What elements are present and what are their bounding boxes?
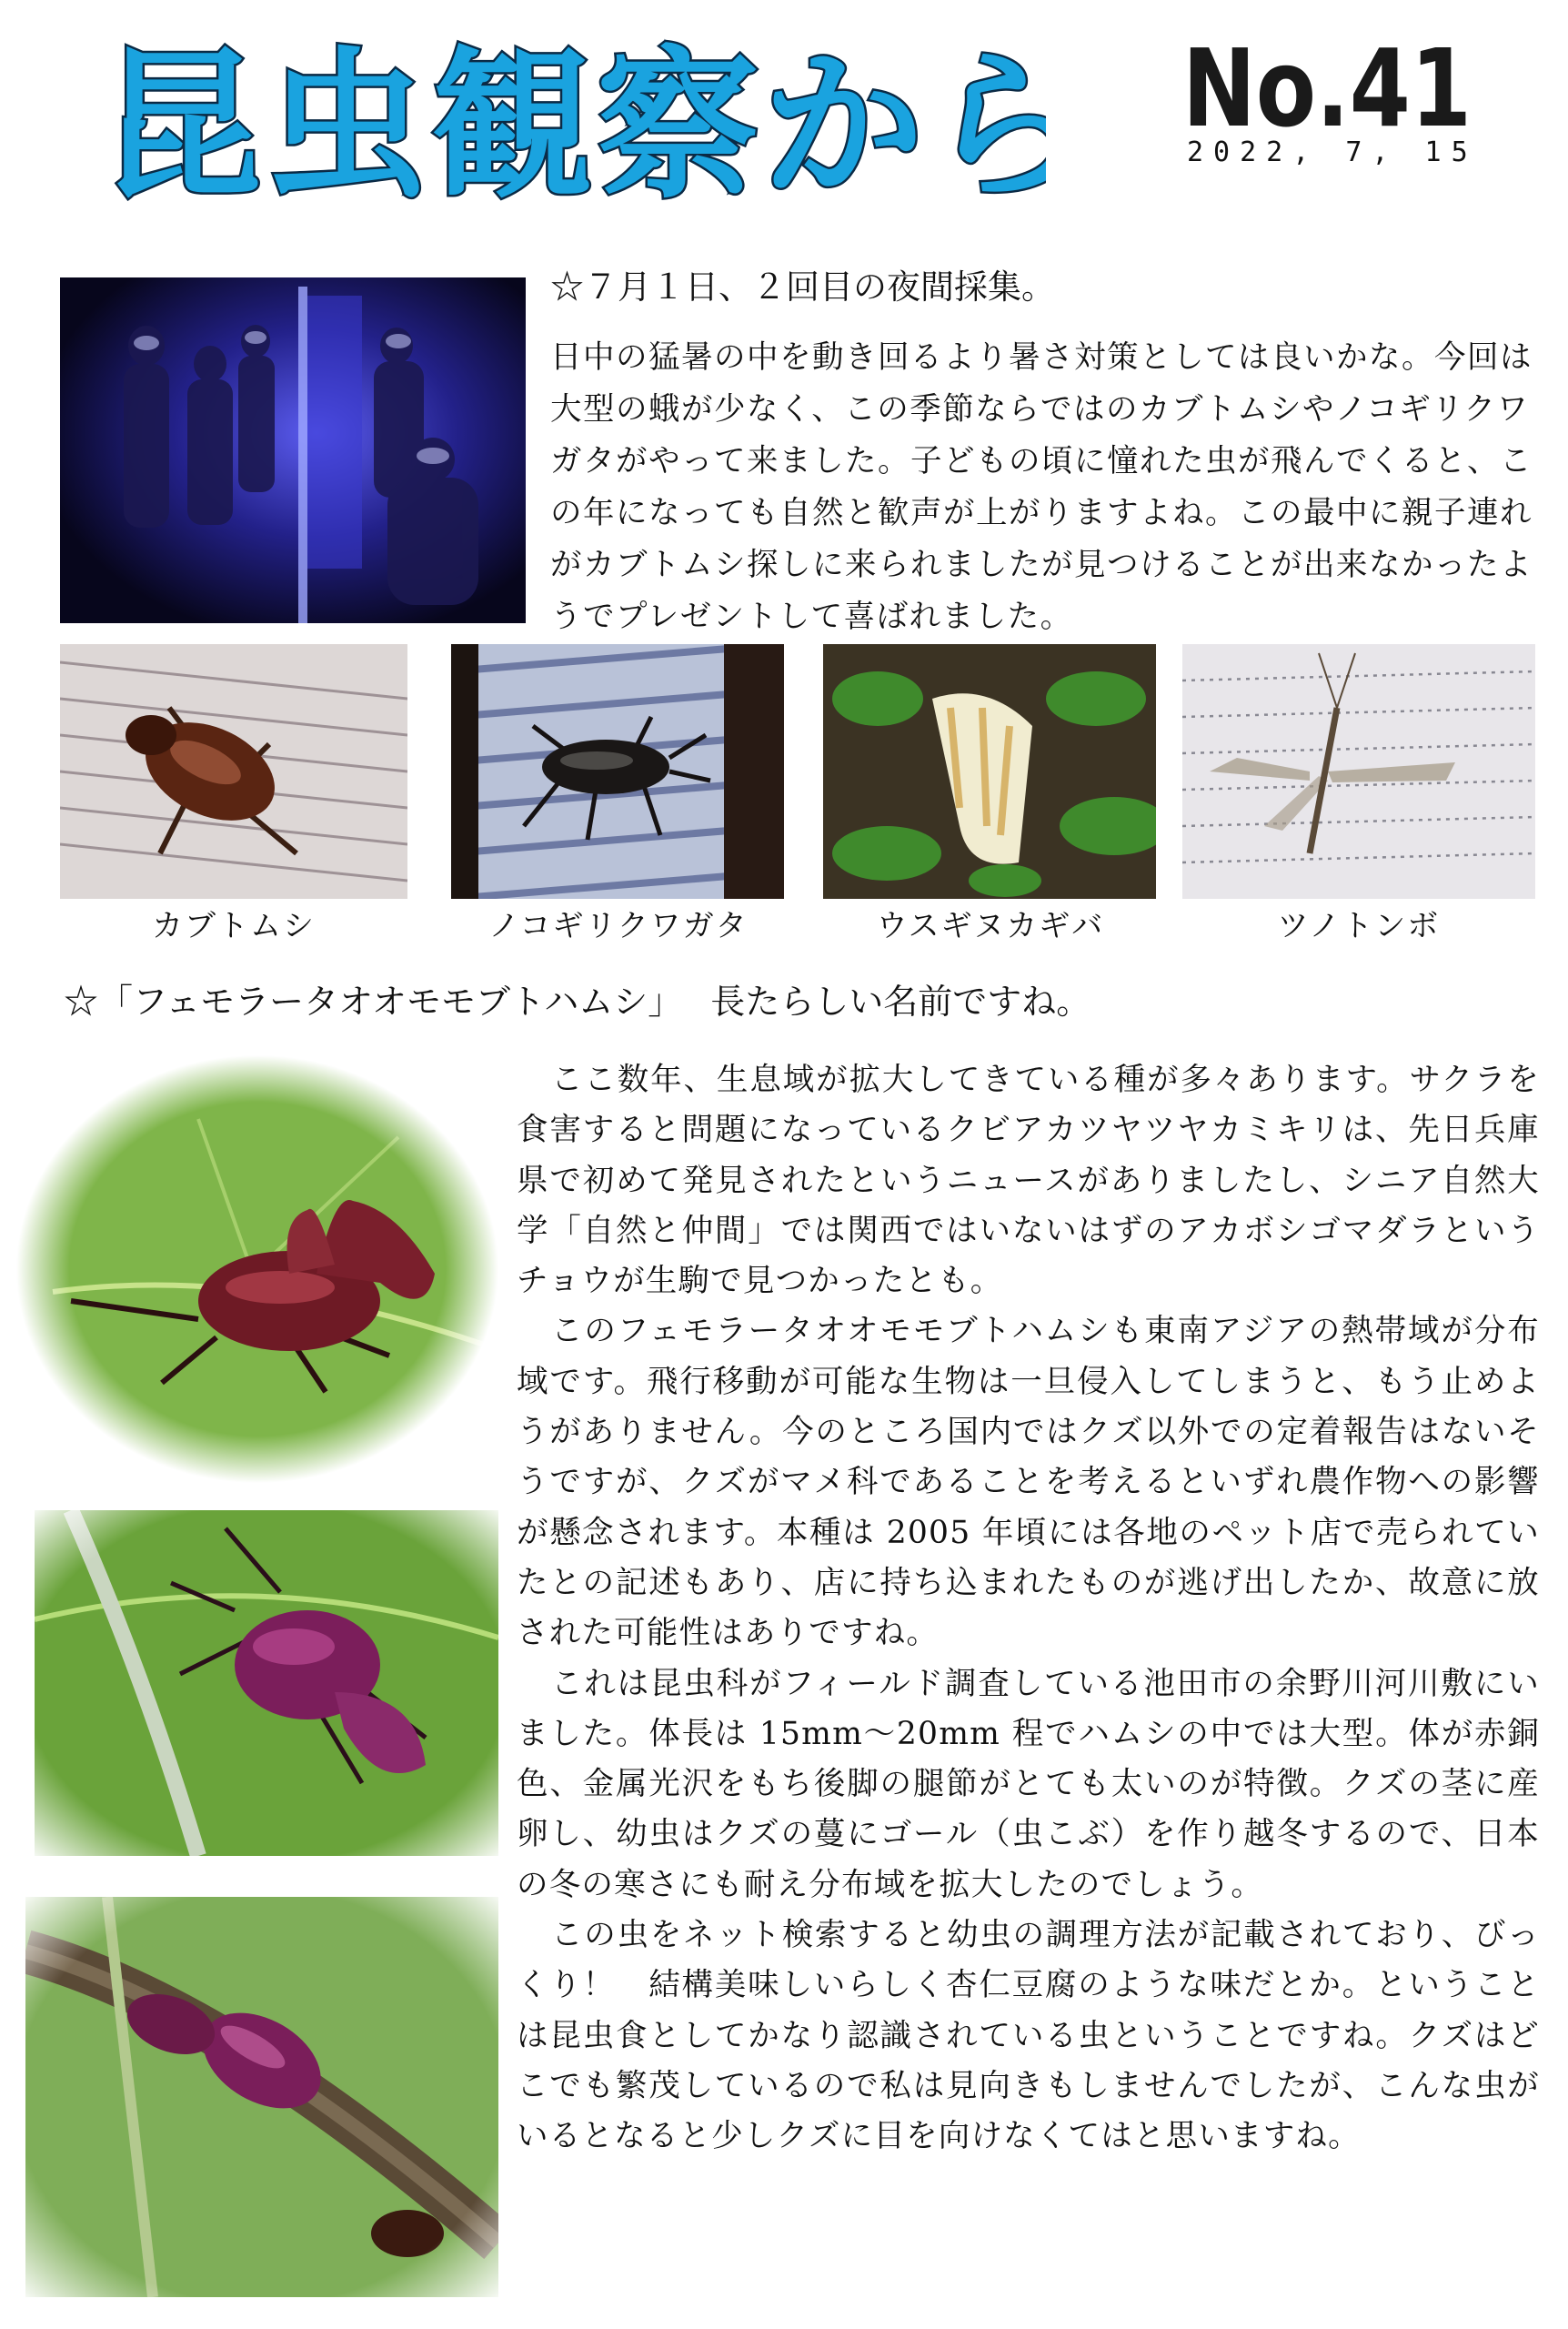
caption-usuginukagiba: ウスギヌカギバ: [876, 908, 1105, 944]
section1-body: 日中の猛暑の中を動き回るより暑さ対策としては良いかな。今回は大型の蛾が少なく、この季節ならではのカブトムシやノコギリクワガタがやって来ました。子どもの頃に憧れた虫が飛んでくると、この年になっても自然と歓声が上がりますよね。この最中に親子連れがカブトムシ探しに来られましたが見つけることが出来なかったようでプレゼントして喜ばれました。: [550, 339, 1533, 635]
stag-beetle-photo: [451, 644, 784, 899]
femorata-photo-3: [25, 1897, 498, 2297]
section1-heading: ☆７月１日、２回目の夜間採集。: [550, 267, 1055, 307]
moth-photo: [823, 644, 1156, 899]
section2-heading: ☆「フェモラータオオモモブトハムシ」 長たらしい名前ですね。: [64, 982, 1091, 1022]
owlfly-photo: [1182, 644, 1535, 899]
caption-tsunotonbo: ツノトンボ: [1277, 908, 1441, 944]
issue-number: [1182, 27, 1473, 136]
femorata-photo-2: [35, 1510, 498, 1856]
beetle-photo: [60, 644, 407, 899]
caption-nokogirikuwagata: ノコギリクワガタ: [488, 908, 749, 944]
section2-paragraph-3: これは昆虫科がフィールド調査している池田市の余野川河川敷にいました。体長は 15mm～20mm 程でハムシの中では大型。体が赤銅色、金属光沢をもち後脚の腿節がとても太いのが特徴。クズの茎に産卵し、幼虫はクズの蔓にゴール（虫こぶ）を作り越冬するので、日本の冬の寒さにも耐え分布域を拡大したのでしょう。: [517, 1665, 1540, 1903]
section2-paragraph-2: このフェモラータオオモモブトハムシも東南アジアの熱帯域が分布域です。飛行移動が可能な生物は一旦侵入してしまうと、もう止めようがありません。今のところ国内ではクズ以外での定着報告はないそうですが、クズがマメ科であることを考えるといずれ農作物への影響が懸念されます。本種は 2005 年頃には各地のペット店で売られていたとの記述もあり、店に持ち込まれたものが逃げ出したか、故意に放された可能性はありですね。: [517, 1313, 1540, 1652]
night-collecting-photo: [60, 277, 526, 623]
newsletter-title: [100, 27, 1046, 209]
issue-date: 2022, 7, 15: [1187, 136, 1478, 168]
title-text: 昆虫観察から: [100, 32, 1046, 209]
section2-paragraph-1: ここ数年、生息域が拡大してきている種が多々あります。サクラを食害すると問題になっているクビアカツヤツヤカミキリは、先日兵庫県で初めて発見されたというニュースがありましたし、シニア自然大学「自然と仲間」では関西ではいないはずのアカボシゴマダラというチョウが生駒で見つかったとも。: [517, 1062, 1540, 1300]
section2-body: [517, 1055, 1540, 2163]
section2-paragraph-4: この虫をネット検索すると幼虫の調理方法が記載されており、びっくり！ 結構美味しいらしく杏仁豆腐のような味だとか。ということは昆虫食としてかなり認識されている虫ということですね。クズはどこでも繁茂しているので私は見向きもしませんでしたが、こんな虫がいるとなると少しクズに目を向けなくてはと思いますね。: [517, 1917, 1540, 2155]
caption-kabutomushi: カブトムシ: [152, 908, 316, 944]
femorata-photo-1: [16, 1055, 498, 1483]
issue-number-text: No.41: [1182, 27, 1472, 136]
